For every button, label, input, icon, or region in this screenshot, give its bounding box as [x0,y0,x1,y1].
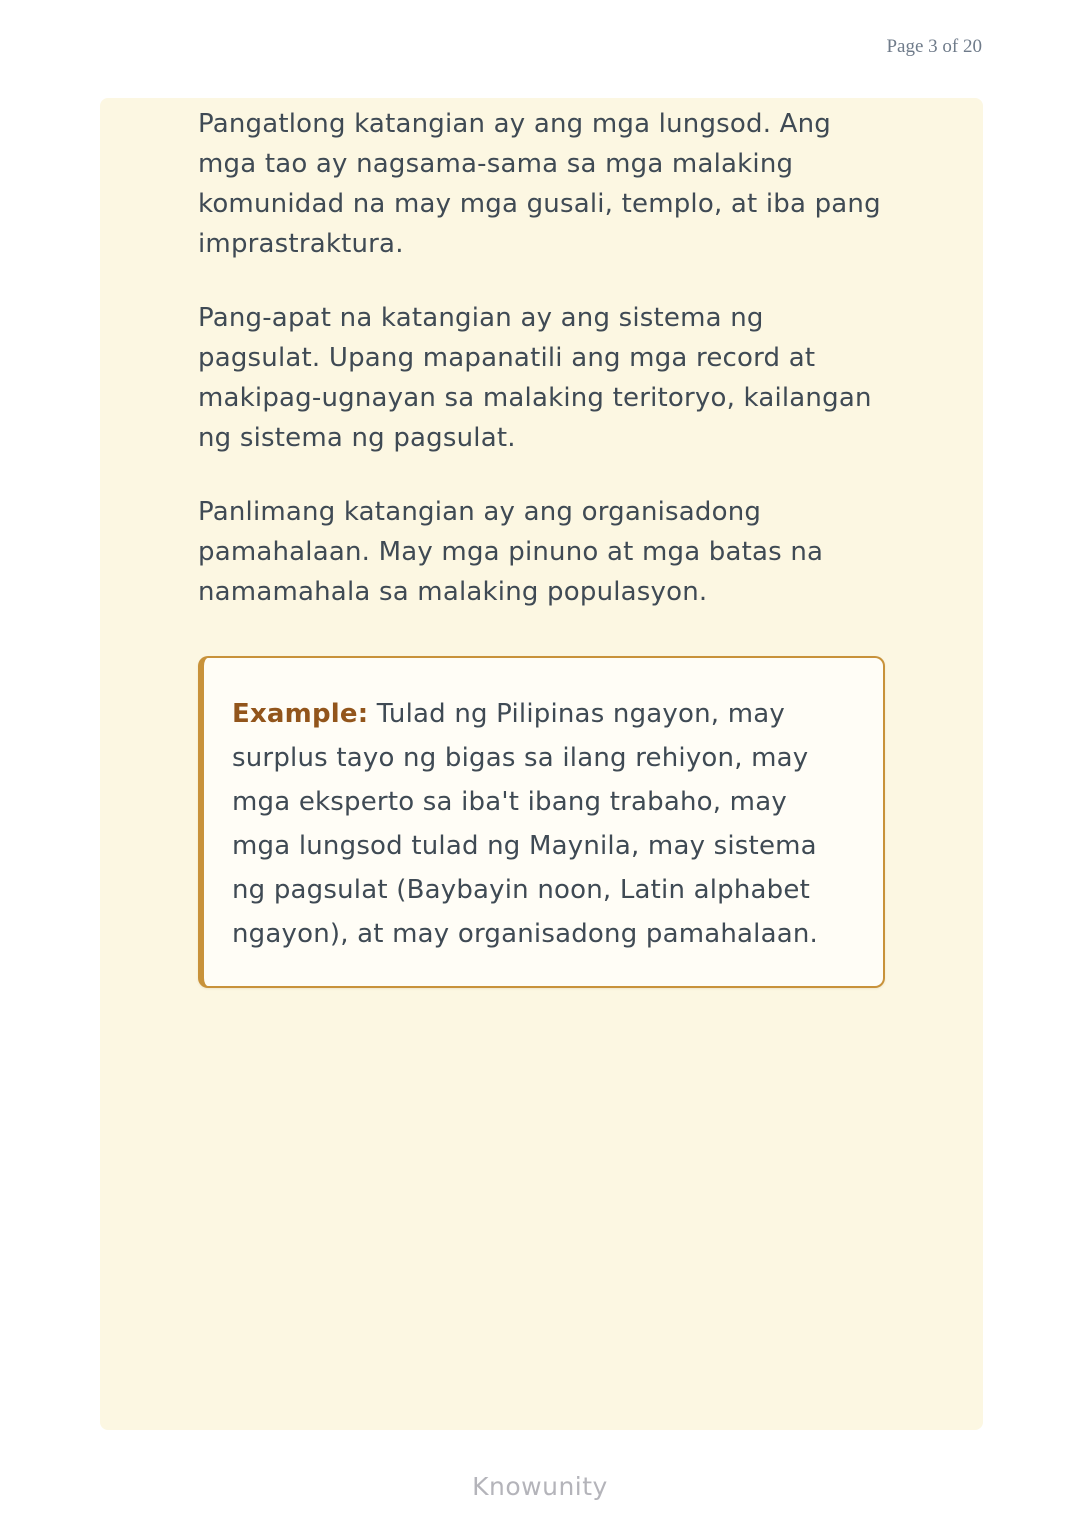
example-callout [198,656,885,988]
example-text: Tulad ng Pilipinas ngayon, may surplus tayo ng bigas sa ilang rehiyon, may mga eksperto sa iba't ibang trabaho, may mga lungsod tulad ng Maynila, may sistema ng pagsulat (Baybayin noon, Latin alphabet ngayon), at may organisadong pamahalaan. [232,699,819,949]
paragraph-writing-system: Pang-apat na katangian ay ang sistema ng pagsulat. Upang mapanatili ang mga record at makipag-ugnayan sa malaking teritoryo, kailangan ng sistema ng pagsulat. [198,303,872,453]
paragraph-government: Panlimang katangian ay ang organisadong pamahalaan. May mga pinuno at mga batas na namamahala sa malaking populasyon. [198,497,824,607]
example-label: Example: [232,699,369,729]
page-indicator: Page 3 of 20 [886,36,982,57]
paragraph-cities: Pangatlong katangian ay ang mga lungsod. Ang mga tao ay nagsama-sama sa mga malaking komunidad na may mga gusali, templo, at iba pang imprastraktura. [198,109,881,259]
example-body [232,692,849,956]
document-page-panel [100,98,983,1430]
footer-brand: Knowunity [472,1472,608,1501]
